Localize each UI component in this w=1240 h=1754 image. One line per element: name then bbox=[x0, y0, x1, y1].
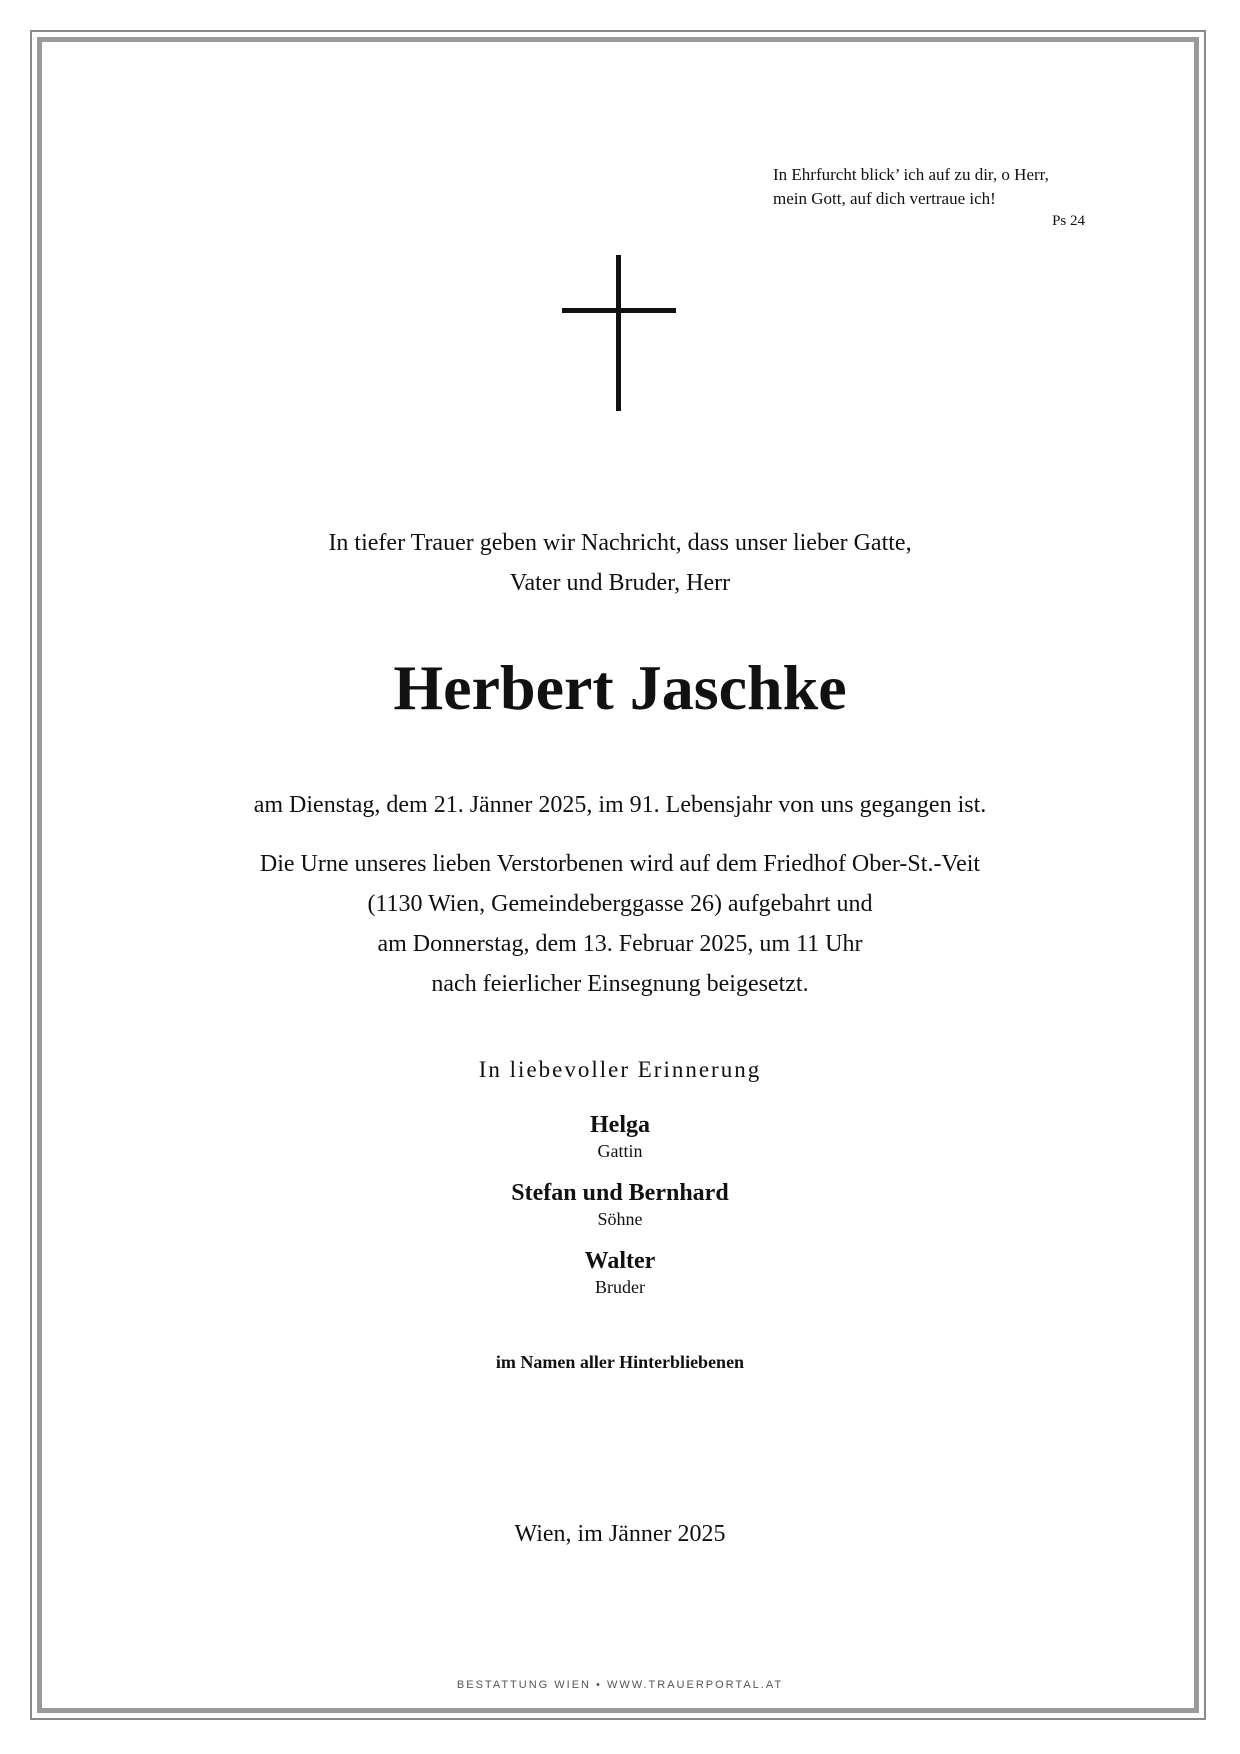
cross-horizontal-bar bbox=[562, 308, 676, 313]
burial-details bbox=[0, 844, 1240, 1004]
mourner-relation: Bruder bbox=[595, 1277, 645, 1297]
footer-imprint: BESTATTUNG WIEN • WWW.TRAUERPORTAL.AT bbox=[456, 1679, 784, 1691]
burial-line-3: am Donnerstag, dem 13. Februar 2025, um 11 Uhr bbox=[377, 931, 863, 957]
mourner-relation: Gattin bbox=[597, 1141, 643, 1161]
burial-line-2: (1130 Wien, Gemeindeberggasse 26) aufgebahrt und bbox=[367, 891, 873, 917]
mourner-relation: Söhne bbox=[597, 1209, 643, 1229]
mourner-entry bbox=[0, 1246, 1240, 1298]
deceased-name: Herbert Jaschke bbox=[393, 652, 847, 723]
on-behalf-note: im Namen aller Hinterbliebenen bbox=[495, 1352, 745, 1372]
psalm-reference: Ps 24 bbox=[1052, 213, 1085, 229]
intro-line-1: In tiefer Trauer geben wir Nachricht, dass unser lieber Gatte, bbox=[328, 530, 912, 556]
psalm-line-1: In Ehrfurcht blick’ ich auf zu dir, o Herr, bbox=[773, 165, 1049, 184]
psalm-line-2: mein Gott, auf dich vertraue ich! bbox=[773, 189, 996, 208]
burial-line-4: nach feierlicher Einsegnung beigesetzt. bbox=[431, 971, 809, 997]
cross-vertical-bar bbox=[616, 255, 621, 411]
mourner-entry bbox=[0, 1110, 1240, 1162]
psalm-quote bbox=[773, 163, 1085, 231]
burial-line-1: Die Urne unseres lieben Verstorbenen wird auf dem Friedhof Ober-St.-Veit bbox=[259, 851, 981, 877]
mourner-name: Walter bbox=[584, 1248, 656, 1274]
announcement-intro bbox=[0, 523, 1240, 603]
latin-cross-icon bbox=[562, 255, 676, 411]
mourner-entry bbox=[0, 1178, 1240, 1230]
mourners-list bbox=[0, 1110, 1240, 1314]
death-notice: am Dienstag, dem 21. Jänner 2025, im 91. Lebensjahr von uns gegangen ist. bbox=[253, 792, 987, 818]
memory-heading: In liebevoller Erinnerung bbox=[478, 1057, 762, 1082]
mourner-name: Helga bbox=[590, 1112, 650, 1138]
intro-line-2: Vater und Bruder, Herr bbox=[509, 570, 731, 596]
mourner-name: Stefan und Bernhard bbox=[511, 1180, 729, 1206]
place-and-date: Wien, im Jänner 2025 bbox=[514, 1521, 726, 1547]
